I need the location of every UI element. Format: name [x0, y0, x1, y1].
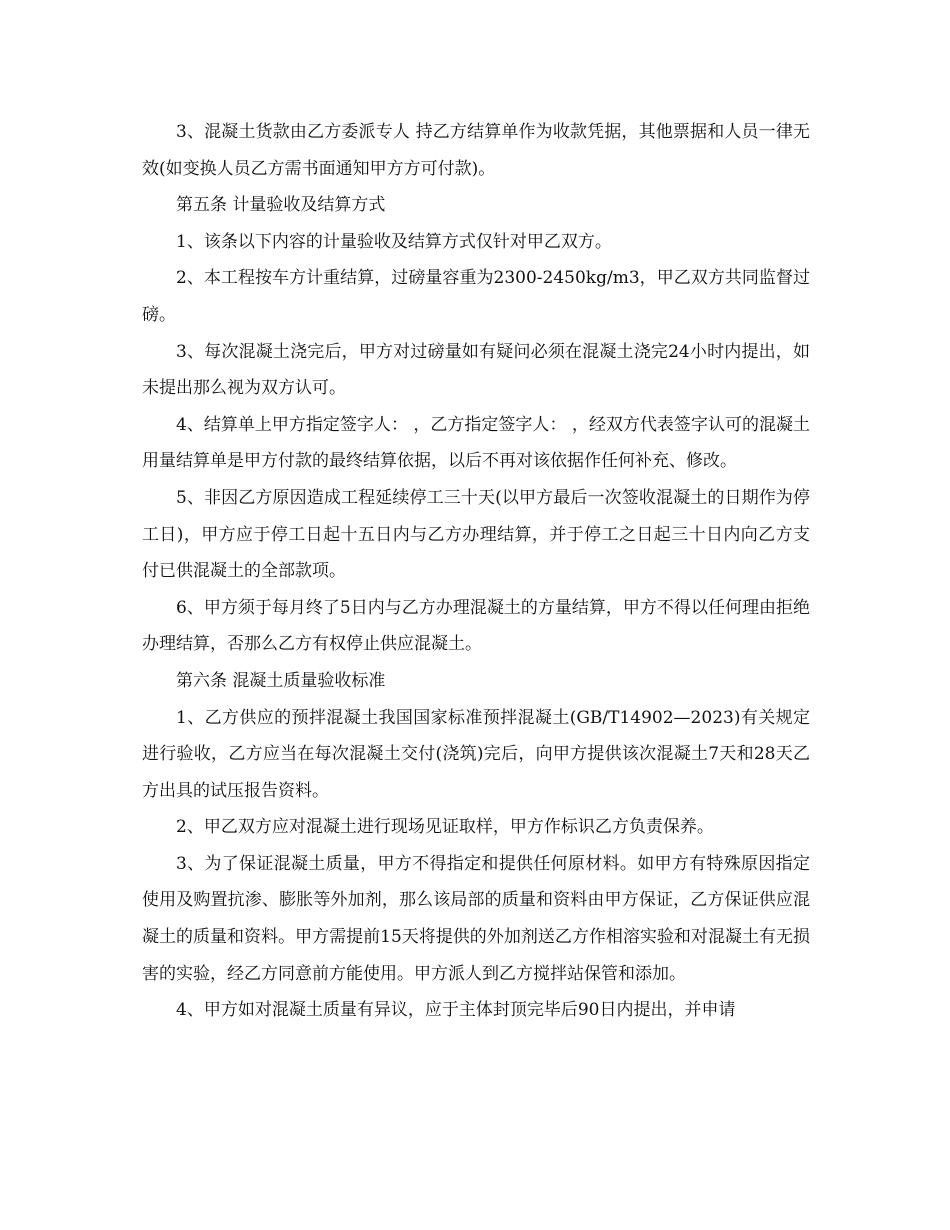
- section-heading-article-6: 第六条 混凝土质量验收标准: [176, 670, 386, 691]
- paragraph-payment-collector: 3、混凝土货款由乙方委派专人 持乙方结算单作为收款凭据，其他票据和人员一律无效(如变换人员乙方需书面通知甲方方可付款)。: [142, 122, 810, 179]
- paragraph-quality-standard: 1、乙方供应的预拌混凝土我国国家标准预拌混凝土(GB/T14902—2023)有关规定进行验收，乙方应当在每次混凝土交付(浇筑)完后，向甲方提供该次混凝土7天和28天乙方出具的试压报告资料。: [142, 707, 810, 801]
- paragraph-weighing: 2、本工程按车方计重结算，过磅量容重为2300-2450kg/m3，甲乙双方共同监督过磅。: [142, 268, 810, 325]
- paragraph-quality-dispute: 4、甲方如对混凝土质量有异议，应于主体封顶完毕后90日内提出，并申请: [176, 1000, 736, 1021]
- section-heading-article-5: 第五条 计量验收及结算方式: [176, 195, 386, 216]
- paragraph-scope: 1、该条以下内容的计量验收及结算方式仅针对甲乙双方。: [176, 231, 612, 252]
- paragraph-weighing-dispute: 3、每次混凝土浇完后，甲方对过磅量如有疑问必须在混凝土浇完24小时内提出，如未提出那么视为双方认可。: [142, 341, 810, 399]
- paragraph-sampling: 2、甲乙双方应对混凝土进行现场见证取样，甲方作标识乙方负责保养。: [176, 817, 714, 838]
- paragraph-materials: 3、为了保证混凝土质量，甲方不得指定和提供任何原材料。如甲方有特殊原因指定使用及购置抗渗、膨胀等外加剂，那么该局部的质量和资料由甲方保证，乙方保证供应混凝土的质量和资料。甲方需提前15天将提供的外加剂送乙方作相溶实验和对混凝土有无损害的实验，经乙方同意前方能使用。甲方派人到乙方搅拌站保管和添加。: [142, 853, 810, 984]
- paragraph-work-stoppage: 5、非因乙方原因造成工程延续停工三十天(以甲方最后一次签收混凝土的日期作为停工日)，甲方应于停工日起十五日内与乙方办理结算，并于停工之日起三十日内向乙方支付已供混凝土的全部款项。: [142, 487, 810, 582]
- paragraph-monthly-settlement: 6、甲方须于每月终了5日内与乙方办理混凝土的方量结算，甲方不得以任何理由拒绝办理结算，否那么乙方有权停止供应混凝土。: [142, 597, 810, 655]
- document-body: [142, 114, 810, 1029]
- paragraph-signatories: 4、结算单上甲方指定签字人： ，乙方指定签字人： ，经双方代表签字认可的混凝土用量结算单是甲方付款的最终结算依据，以后不再对该依据作任何补充、修改。: [142, 414, 810, 472]
